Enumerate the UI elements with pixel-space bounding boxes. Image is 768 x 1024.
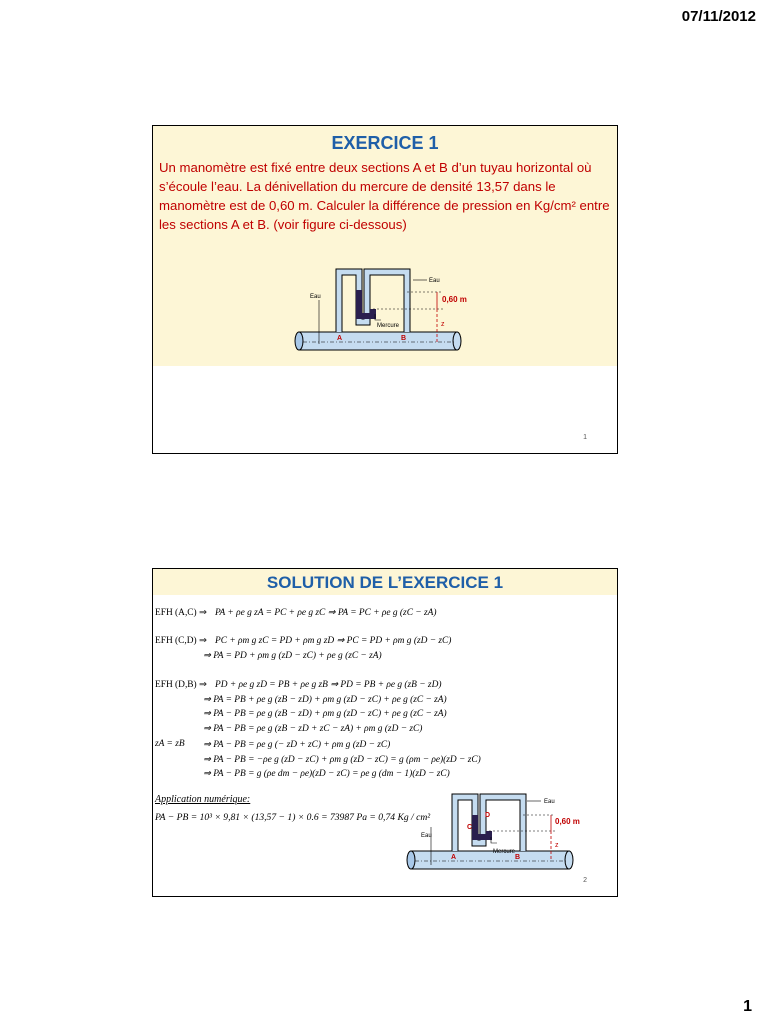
equation-line: ⇒ PA = PB + ρe g (zB − zD) + ρm g (zD − zC) + ρe g (zC − zA) [203, 695, 447, 705]
equation-line: ⇒ PA − PB = −ρe g (zD − zC) + ρm g (zD − zC) = g (ρm − ρe)(zD − zC) [203, 755, 481, 765]
label-D: D [485, 812, 491, 819]
slide-2-number: 2 [583, 877, 587, 884]
manometer-figure-2 [405, 791, 605, 881]
label-A: A [337, 335, 343, 342]
label-eau-left: Eau [310, 294, 321, 300]
label-z: z [441, 321, 445, 328]
label-mercure: Mercure [377, 323, 400, 329]
slide-2 [152, 568, 618, 897]
application-formula: PA − PB = 10³ × 9,81 × (13,57 − 1) × 0.6 = 73987 Pa = 0,74 Kg / cm² [155, 812, 431, 823]
label-A: A [451, 854, 457, 861]
label-B: B [515, 854, 521, 861]
application-label: Application numérique: [155, 794, 251, 805]
equation-line: PC + ρm g zC = PD + ρm g zD ⇒ PC = PD + ρm g (zD − zC) [215, 636, 452, 646]
label-z: z [555, 842, 559, 849]
label-eau-left: Eau [421, 833, 432, 839]
label-eau-top: Eau [544, 799, 555, 805]
equation-line: ⇒ PA − PB = ρe g (− zD + zC) + ρm g (zD − zC) [203, 740, 391, 750]
equation-line: ⇒ PA − PB = ρe g (zB − zD + zC − zA) + ρm g (zD − zC) [203, 724, 423, 734]
statement-text: Un manomètre est fixé entre deux sections A et B d’un tuyau horizontal où s’écoule l’eau. La dénivellation du mercure de densité 13,57 dans le manomètre est de 0,60 m. Calculer la différence de pression en Kg/cm² entre les sections A et B. (voir figure ci-dessous) [159, 160, 610, 232]
label-dim-060: 0,60 m [442, 295, 467, 304]
slide-1-number: 1 [583, 434, 587, 441]
efh-cd-label: EFH (C,D) ⇒ [155, 636, 207, 646]
label-eau-top: Eau [429, 278, 440, 284]
page-number: 1 [743, 998, 752, 1015]
efh-ac-label: EFH (A,C) ⇒ [155, 608, 207, 618]
equation-line: PD + ρe g zD = PB + ρe g zB ⇒ PD = PB + ρe g (zB − zD) [215, 680, 442, 690]
equation-line: ⇒ PA = PD + ρm g (zD − zC) + ρe g (zC − zA) [203, 651, 382, 661]
equation-line: ⇒ PA − PB = g (ρe dm − ρe)(zD − zC) = ρe g (dm − 1)(zD − zC) [203, 769, 450, 779]
slide-1 [152, 125, 618, 454]
slide-1-title: EXERCICE 1 [153, 126, 617, 156]
label-dim-060: 0,60 m [555, 817, 580, 826]
label-mercure: Mercure [493, 849, 516, 855]
pipe [299, 332, 457, 350]
manometer-figure [293, 264, 493, 364]
equation-line: PA + ρe g zA = PC + ρe g zC ⇒ PA = PC + ρe g (zC − zA) [215, 608, 437, 618]
equation-line: ⇒ PA − PB = ρe g (zB − zD) + ρm g (zD − zC) + ρe g (zC − zA) [203, 709, 447, 719]
za-zb-label: zA = zB [155, 739, 185, 749]
label-C: C [467, 824, 473, 831]
slide-2-title: SOLUTION DE L’EXERCICE 1 [153, 569, 617, 595]
document-date: 07/11/2012 [681, 8, 756, 25]
label-B: B [401, 335, 407, 342]
efh-db-label: EFH (D,B) ⇒ [155, 680, 207, 690]
